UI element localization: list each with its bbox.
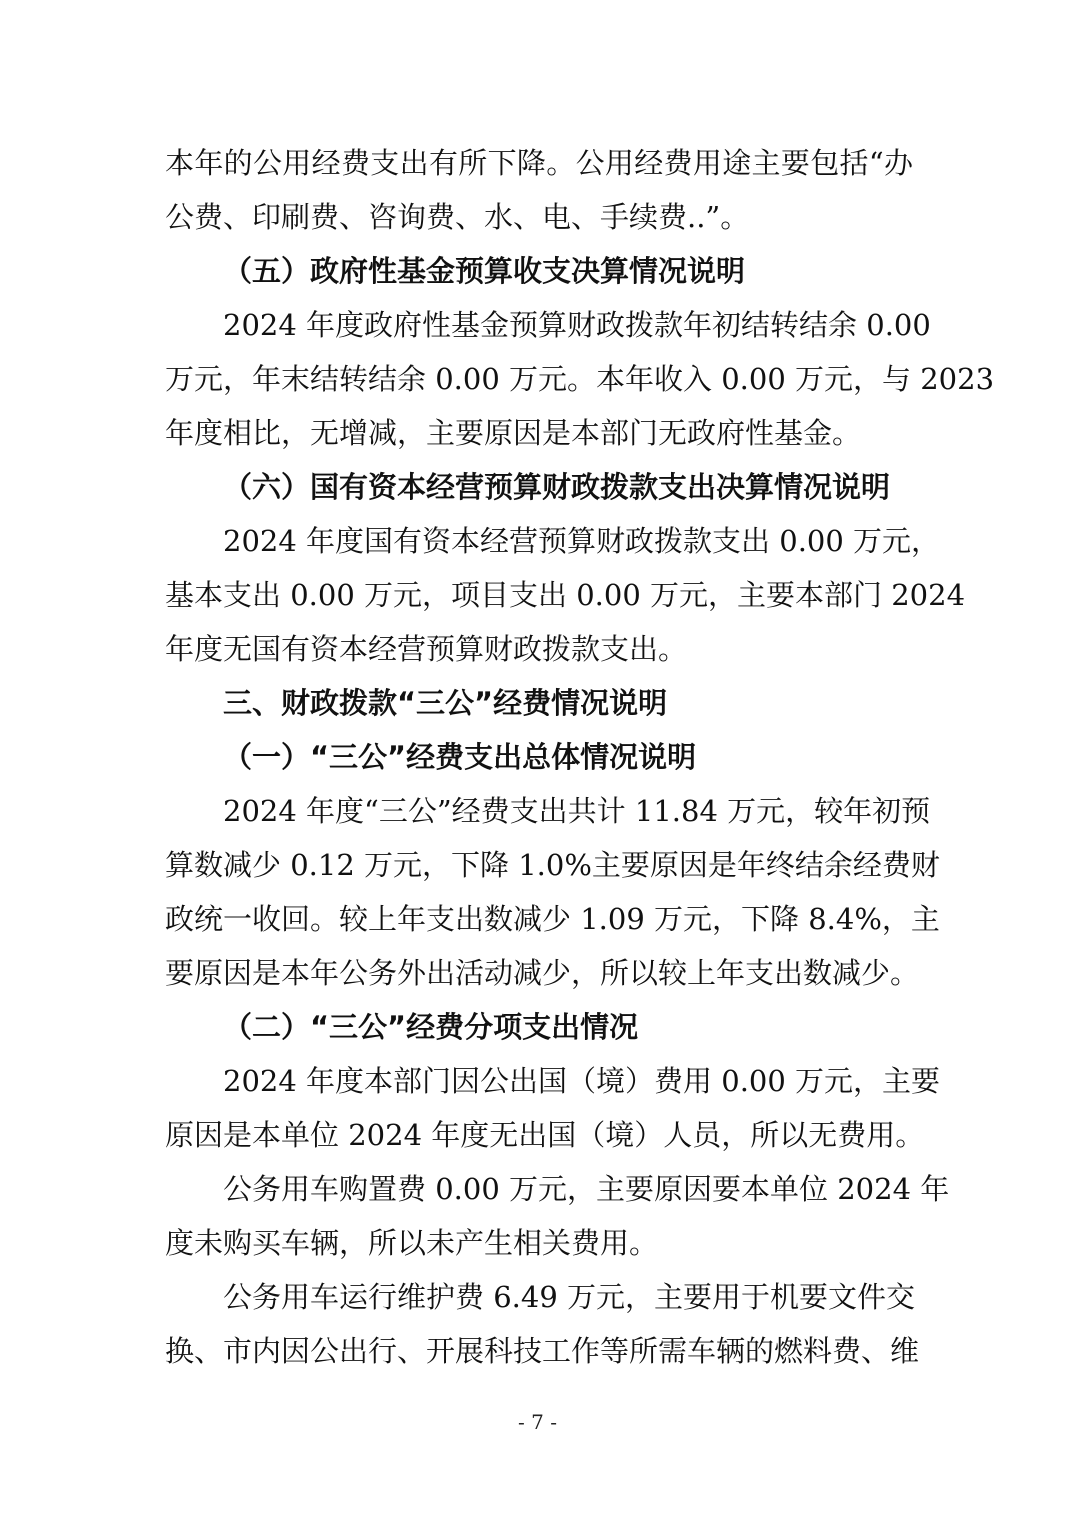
- body-line: 2024 年度政府性基金预算财政拨款年初结转结余 0.00: [223, 308, 931, 342]
- body-line: 本年的公用经费支出有所下降。公用经费用途主要包括“办: [165, 146, 913, 180]
- body-line: 政统一收回。较上年支出数减少 1.09 万元，下降 8.4%，主: [165, 902, 940, 936]
- document-body: [165, 136, 995, 1378]
- body-line: 年度相比，无增减，主要原因是本部门无政府性基金。: [165, 416, 862, 450]
- body-line: 公务用车运行维护费 6.49 万元，主要用于机要文件交: [223, 1280, 916, 1314]
- body-line: 万元，年末结转结余 0.00 万元。本年收入 0.00 万元，与 2023: [165, 362, 995, 396]
- body-line: 2024 年度本部门因公出国（境）费用 0.00 万元，主要: [223, 1064, 941, 1098]
- page-number: - 7 -: [518, 1410, 557, 1434]
- body-line: 要原因是本年公务外出活动减少，所以较上年支出数减少。: [165, 956, 920, 990]
- body-line: 2024 年度国有资本经营预算财政拨款支出 0.00 万元，: [223, 524, 941, 558]
- section-heading: （二）“三公”经费分项支出情况: [223, 1010, 639, 1044]
- body-line: 换、市内因公出行、开展科技工作等所需车辆的燃料费、维: [165, 1334, 920, 1368]
- body-line: 度未购买车辆，所以未产生相关费用。: [165, 1226, 659, 1260]
- body-line: 算数减少 0.12 万元，下降 1.0%主要原因是年终结余经费财: [165, 848, 940, 882]
- section-heading: （六）国有资本经营预算财政拨款支出决算情况说明: [223, 470, 891, 504]
- body-line: 公务用车购置费 0.00 万元，主要原因要本单位 2024 年: [223, 1172, 950, 1206]
- body-line: 原因是本单位 2024 年度无出国（境）人员，所以无费用。: [165, 1118, 925, 1152]
- body-line: 基本支出 0.00 万元，项目支出 0.00 万元，主要本部门 2024: [165, 578, 966, 612]
- body-line: 2024 年度“三公”经费支出共计 11.84 万元，较年初预: [223, 794, 931, 828]
- chapter-heading: 三、财政拨款“三公”经费情况说明: [223, 686, 668, 720]
- body-line: 公费、印刷费、咨询费、水、电、手续费..”。: [165, 200, 750, 234]
- section-heading: （一）“三公”经费支出总体情况说明: [223, 740, 697, 774]
- body-line: 年度无国有资本经营预算财政拨款支出。: [165, 632, 688, 666]
- section-heading: （五）政府性基金预算收支决算情况说明: [223, 254, 746, 288]
